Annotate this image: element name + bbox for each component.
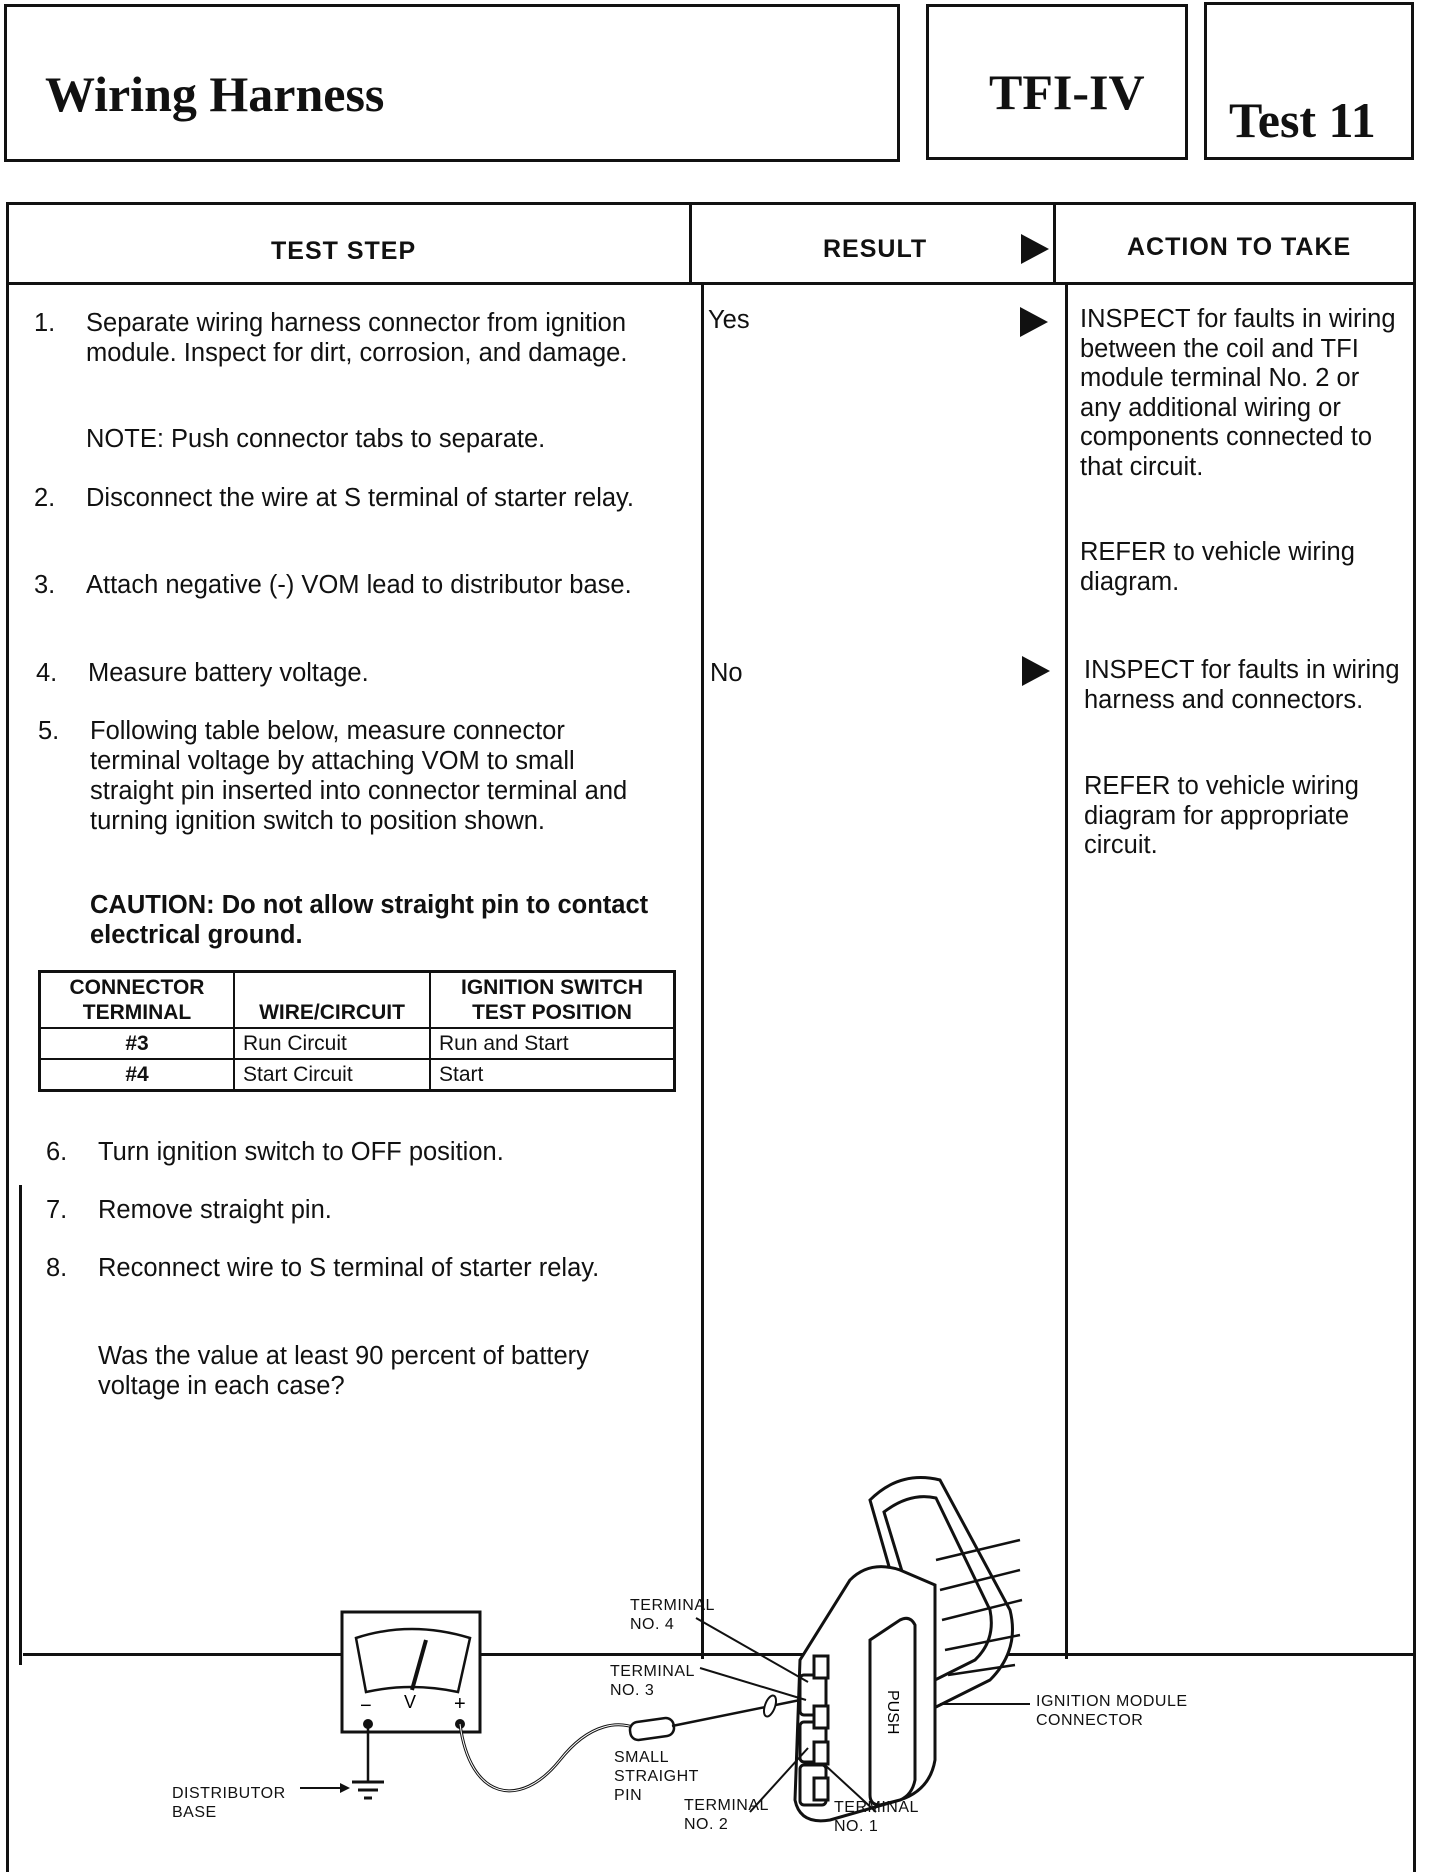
test-box [1204,2,1414,160]
page-title: Wiring Harness [45,66,385,122]
title-box [4,4,900,162]
action-yes-refer: REFER to vehicle wiring diagram. [1080,538,1355,596]
positive-lead [460,1724,640,1791]
column-divider [1053,205,1056,285]
system-box [926,4,1188,160]
result-no: No [710,659,743,687]
no-arrow-icon [1022,656,1050,686]
meter-plus-label: + [454,1693,466,1715]
column-divider [689,205,692,285]
action-no-inspect: INSPECT for faults in wiring harness and connectors. [1084,656,1400,714]
header-result: RESULT [823,235,928,263]
terminal-3-label: TERMINAL NO. 3 [610,1663,695,1699]
column-divider [701,285,704,1659]
distributor-base-label: DISTRIBUTOR BASE [172,1785,286,1821]
table-row: #4 Start Circuit Start [40,1059,675,1091]
terminal-2-label: TERMINAL NO. 2 [684,1797,769,1833]
meter-minus-label: − [360,1695,372,1717]
action-no-refer: REFER to vehicle wiring diagram for appropriate circuit. [1084,772,1359,859]
terminal-1-label: TERMINAL NO. 1 [834,1799,919,1835]
table-header: CONNECTOR TERMINAL [40,972,235,1029]
table-header-row [40,972,675,1029]
connector-table [38,970,676,1092]
column-divider [1065,285,1068,1659]
caution-text: CAUTION: Do not allow straight pin to contact electrical ground. [90,891,649,949]
header-test-step: TEST STEP [271,237,417,265]
small-straight-pin-label: SMALL STRAIGHT PIN [614,1749,699,1804]
action-yes-inspect: INSPECT for faults in wiring between the coil and TFI module terminal No. 2 or any additional wiring or components connected to that circuit. [1080,305,1396,481]
step-note: NOTE: Push connector tabs to separate. [86,425,546,453]
table-header: IGNITION SWITCH TEST POSITION [430,972,675,1029]
ignition-module-connector-label: IGNITION MODULE CONNECTOR [1036,1693,1188,1729]
step-question: Was the value at least 90 percent of battery voltage in each case? [98,1342,589,1400]
table-header: WIRE/CIRCUIT [234,972,430,1029]
probe-icon [629,1694,810,1741]
terminal-4-label: TERMINAL NO. 4 [630,1597,715,1633]
yes-arrow-icon [1020,307,1048,337]
meter-volts-label: V [404,1692,417,1712]
header-divider [9,282,1413,285]
result-yes: Yes [708,306,750,334]
push-tab-label: PUSH [884,1690,901,1735]
table-row: #3 Run Circuit Run and Start [40,1028,675,1059]
system-name: TFI-IV [989,64,1145,120]
test-number: Test 11 [1229,92,1376,148]
result-arrow-icon [1021,234,1049,264]
ground-symbol-icon [352,1782,384,1798]
header-action: ACTION TO TAKE [1127,233,1352,261]
